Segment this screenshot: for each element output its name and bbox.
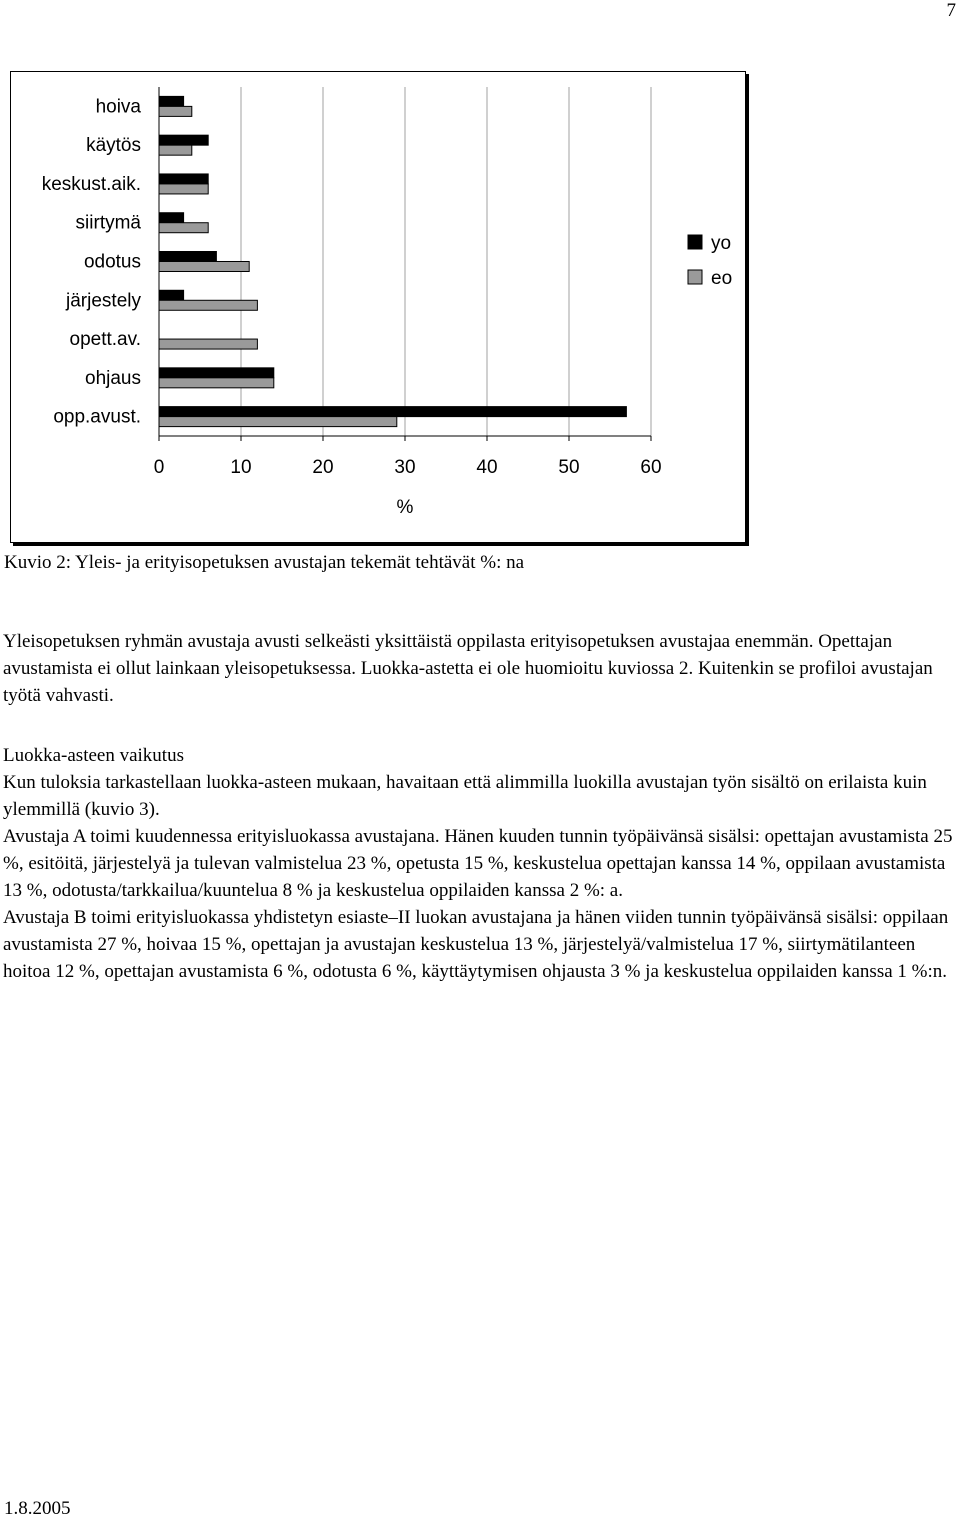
x-tick-label: 30 bbox=[394, 457, 416, 478]
category-label: siirtymä bbox=[75, 212, 141, 234]
section-heading: Luokka-asteen vaikutus bbox=[3, 745, 184, 766]
x-tick-label: 0 bbox=[153, 457, 165, 478]
paragraph-text: Kun tuloksia tarkastellaan luokka-asteen mukaan, havaitaan että alimmilla luokilla avustajan työn sisältö on erilaista kuin ylemmillä (kuvio 3). bbox=[3, 772, 927, 820]
paragraph-text: Avustaja A toimi kuudennessa erityisluokassa avustajana. Hänen kuuden tunnin työpäivänsä sisälsi: opettajan avustamista 25 %, esitöitä, järjestelyä ja tulevan valmistelua 23 %, opetusta 15 %, keskustelua opettajan kanssa 14 %, oppilaan avustamista 13 %, odotusta/tarkkailua/kuuntelua 8 % ja keskustelua oppilaiden kanssa 2 %: a. bbox=[3, 826, 953, 901]
x-tick-label: 10 bbox=[230, 457, 252, 478]
bar-yo bbox=[159, 213, 184, 223]
category-label: ohjaus bbox=[85, 367, 141, 389]
body-paragraph-1 bbox=[3, 628, 957, 709]
bar-yo bbox=[159, 135, 208, 145]
body-section bbox=[3, 742, 957, 985]
paragraph-text: Avustaja B toimi erityisluokassa yhdistetyn esiaste–II luokan avustajana ja hänen viiden tunnin työpäivänsä sisälsi: oppilaan avustamista 27 %, hoivaa 15 %, opettajan ja avustajan keskustelua 13 %, järjestelyä/valmistelua 17 %, siirtymätilanteen hoitoa 12 %, opettajan avustamista 6 %, odotusta 6 %, käyttäytymisen ohjausta 3 % ja keskustelua oppilaiden kanssa 1 %:n. bbox=[3, 907, 949, 982]
chart-canvas bbox=[11, 72, 745, 542]
bar-yo bbox=[159, 368, 274, 378]
legend-label: yo bbox=[711, 233, 732, 254]
x-tick-label: 40 bbox=[476, 457, 498, 478]
category-label: hoiva bbox=[95, 96, 141, 118]
category-label: odotus bbox=[83, 251, 141, 273]
bar-yo bbox=[159, 407, 626, 417]
category-label: opett.av. bbox=[69, 329, 141, 351]
paragraph-text: Yleisopetuksen ryhmän avustaja avusti selkeästi yksittäistä oppilasta erityisopetuksen avustajaa enemmän. Opettajan avustamista ei ollut lainkaan yleisopetuksessa. Luokka-astetta ei ole huomioitu kuviossa 2. Kuitenkin se profiloi avustajan työtä vahvasti. bbox=[3, 631, 933, 706]
bar-eo bbox=[159, 106, 192, 116]
category-label: käytös bbox=[86, 135, 141, 157]
x-tick-label: 60 bbox=[640, 457, 662, 478]
bar-eo bbox=[159, 184, 208, 194]
bar-eo bbox=[159, 262, 249, 272]
x-tick-label: 20 bbox=[312, 457, 334, 478]
category-label: järjestely bbox=[66, 290, 141, 312]
legend-swatch bbox=[688, 235, 702, 249]
bar-eo bbox=[159, 339, 257, 349]
bar-eo bbox=[159, 417, 397, 427]
x-tick-label: 50 bbox=[558, 457, 580, 478]
legend-label: eo bbox=[711, 268, 733, 289]
footer-date: 1.8.2005 bbox=[4, 1498, 71, 1519]
legend-swatch bbox=[688, 270, 702, 284]
bar-eo bbox=[159, 300, 257, 310]
bar-yo bbox=[159, 290, 184, 300]
bar-yo bbox=[159, 174, 208, 184]
figure-caption: Kuvio 2: Yleis- ja erityisopetuksen avustajan tekemät tehtävät %: na bbox=[4, 552, 525, 573]
bar-yo bbox=[159, 252, 216, 262]
bar-eo bbox=[159, 223, 208, 233]
bar-eo bbox=[159, 145, 192, 155]
category-label: keskust.aik. bbox=[41, 173, 141, 195]
bar-yo bbox=[159, 96, 184, 106]
page-number: 7 bbox=[946, 0, 956, 21]
x-axis-label: % bbox=[396, 497, 414, 518]
category-label: opp.avust. bbox=[53, 406, 141, 428]
bar-eo bbox=[159, 378, 274, 388]
bar-chart bbox=[10, 71, 746, 543]
